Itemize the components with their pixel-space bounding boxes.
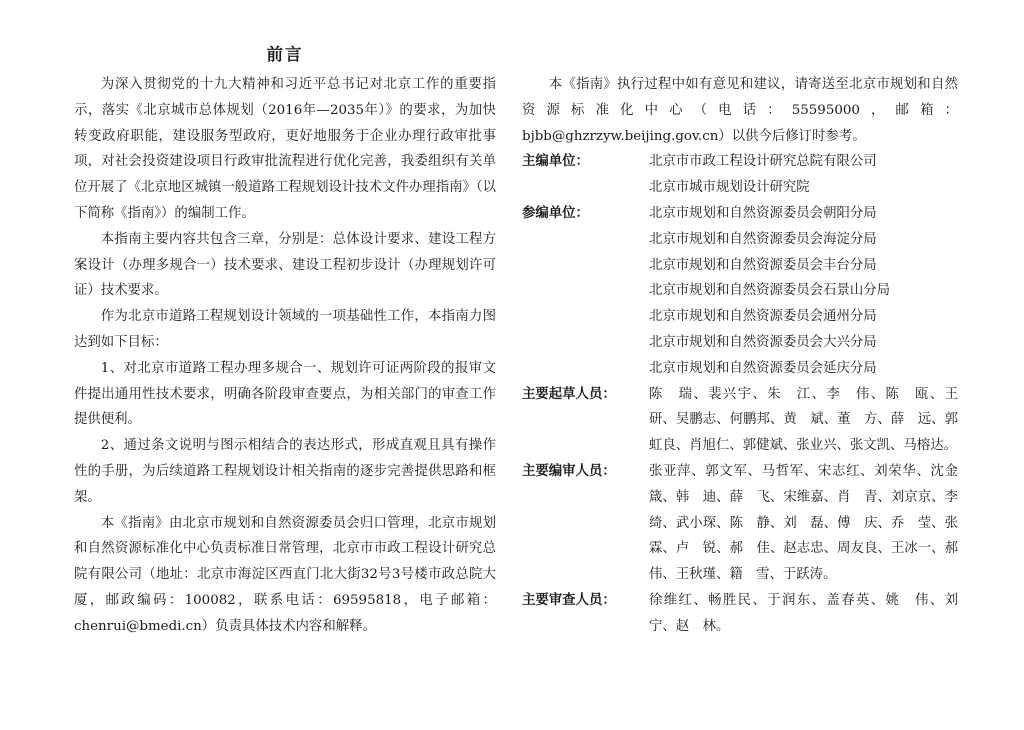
page-title: 前言 bbox=[266, 45, 304, 64]
unit-item: 北京市规划和自然资源委员会石景山分局 bbox=[649, 283, 891, 299]
unit-item: 北京市规划和自然资源委员会朝阳分局 bbox=[649, 205, 877, 221]
unit-item: 北京市规划和自然资源委员会通州分局 bbox=[649, 309, 877, 325]
unit-item: 北京市规划和自然资源委员会海淀分局 bbox=[649, 231, 877, 247]
goal-item: 2、通过条文说明与图示相结合的表达形式，形成直观且具有操作性的手册，为后续道路工程规划设计相关指南的逐步完善提供思路和框架。 bbox=[74, 438, 496, 505]
unit-item: 北京市规划和自然资源委员会延庆分局 bbox=[649, 360, 877, 376]
drafters-row bbox=[522, 382, 972, 459]
co-editor-row bbox=[522, 201, 958, 382]
chief-editor-role: 主编单位： bbox=[522, 154, 589, 170]
chief-editor-units bbox=[649, 149, 958, 201]
reviewers-role: 主要审查人员： bbox=[522, 592, 616, 608]
feedback-paragraph: 本《指南》执行过程中如有意见和建议，请寄送至北京市规划和自然资源标准化中心（电话：55595000，邮箱：bjbb@ghzrzyw.beijing.gov.cn）以供今后修订时参考。 bbox=[522, 77, 958, 144]
co-editor-units bbox=[649, 201, 958, 382]
chief-editor-row bbox=[522, 149, 958, 201]
unit-item: 北京市城市规划设计研究院 bbox=[649, 180, 810, 196]
drafters-role: 主要起草人员： bbox=[522, 386, 616, 402]
editors-role: 主要编审人员： bbox=[522, 463, 616, 479]
preface-paragraph: 作为北京市道路工程规划设计领域的一项基础性工作，本指南力图达到如下目标： bbox=[74, 309, 496, 350]
unit-item: 北京市市政工程设计研究总院有限公司 bbox=[649, 154, 877, 170]
goal-item: 1、对北京市道路工程办理多规合一、规划许可证两阶段的报审文件提出通用性技术要求，明确各阶段审查要点，为相关部门的审查工作提供便利。 bbox=[74, 360, 496, 428]
preface-paragraph: 本指南主要内容共包含三章，分别是：总体设计要求、建设工程方案设计（办理多规合一）技术要求、建设工程初步设计（办理规划许可证）技术要求。 bbox=[74, 231, 496, 299]
credits-body bbox=[522, 72, 972, 640]
editors-row bbox=[522, 459, 972, 588]
editors-names: 张亚萍、郭文军、马哲军、宋志红、刘荣华、沈金箴、韩 迪、薛 飞、宋维嘉、肖 青、刘京京、李 绮、武小琛、陈 静、刘 磊、傅 庆、乔 莹、张 霖、卢 锐、郝 佳、赵志忠、周友良、王冰一、郝 伟、王秋瑾、籍 雪、于跃涛。 bbox=[649, 463, 972, 583]
preface-paragraph: 为深入贯彻党的十九大精神和习近平总书记对北京工作的重要指示，落实《北京城市总体规划（2016年—2035年）》的要求，为加快转变政府职能，建设服务型政府，更好地服务于企业办理行政审批事项，对社会投资建设项目行政审批流程进行优化完善，我委组织有关单位开展了《北京地区城镇一般道路工程规划设计技术文件办理指南》（以下简称《指南》）的编制工作。 bbox=[74, 77, 496, 221]
preface-body bbox=[74, 72, 496, 640]
reviewers-names: 徐维红、畅胜民、于润东、盖春英、姚 伟、刘 宁、赵 林。 bbox=[649, 592, 972, 634]
drafters-names: 陈 瑞、裴兴宇、朱 江、李 伟、陈 瓯、王 研、吴鹏志、何鹏邦、黄 斌、董 方、薛 远、郭虹良、肖旭仁、郭健斌、张业兴、张文凯、马榕达。 bbox=[649, 386, 972, 454]
reviewers-row bbox=[522, 588, 972, 640]
unit-item: 北京市规划和自然资源委员会丰台分局 bbox=[649, 257, 877, 273]
co-editor-role: 参编单位： bbox=[522, 205, 589, 221]
preface-paragraph: 本《指南》由北京市规划和自然资源委员会归口管理，北京市规划和自然资源标准化中心负责标准日常管理，北京市市政工程设计研究总院有限公司（地址：北京市海淀区西直门北大街32号3号楼市政总院大厦，邮政编码：100082，联系电话：69595818，电子邮箱：chenrui@bmedi.cn）负责具体技术内容和解释。 bbox=[74, 515, 496, 634]
unit-item: 北京市规划和自然资源委员会大兴分局 bbox=[649, 334, 877, 350]
